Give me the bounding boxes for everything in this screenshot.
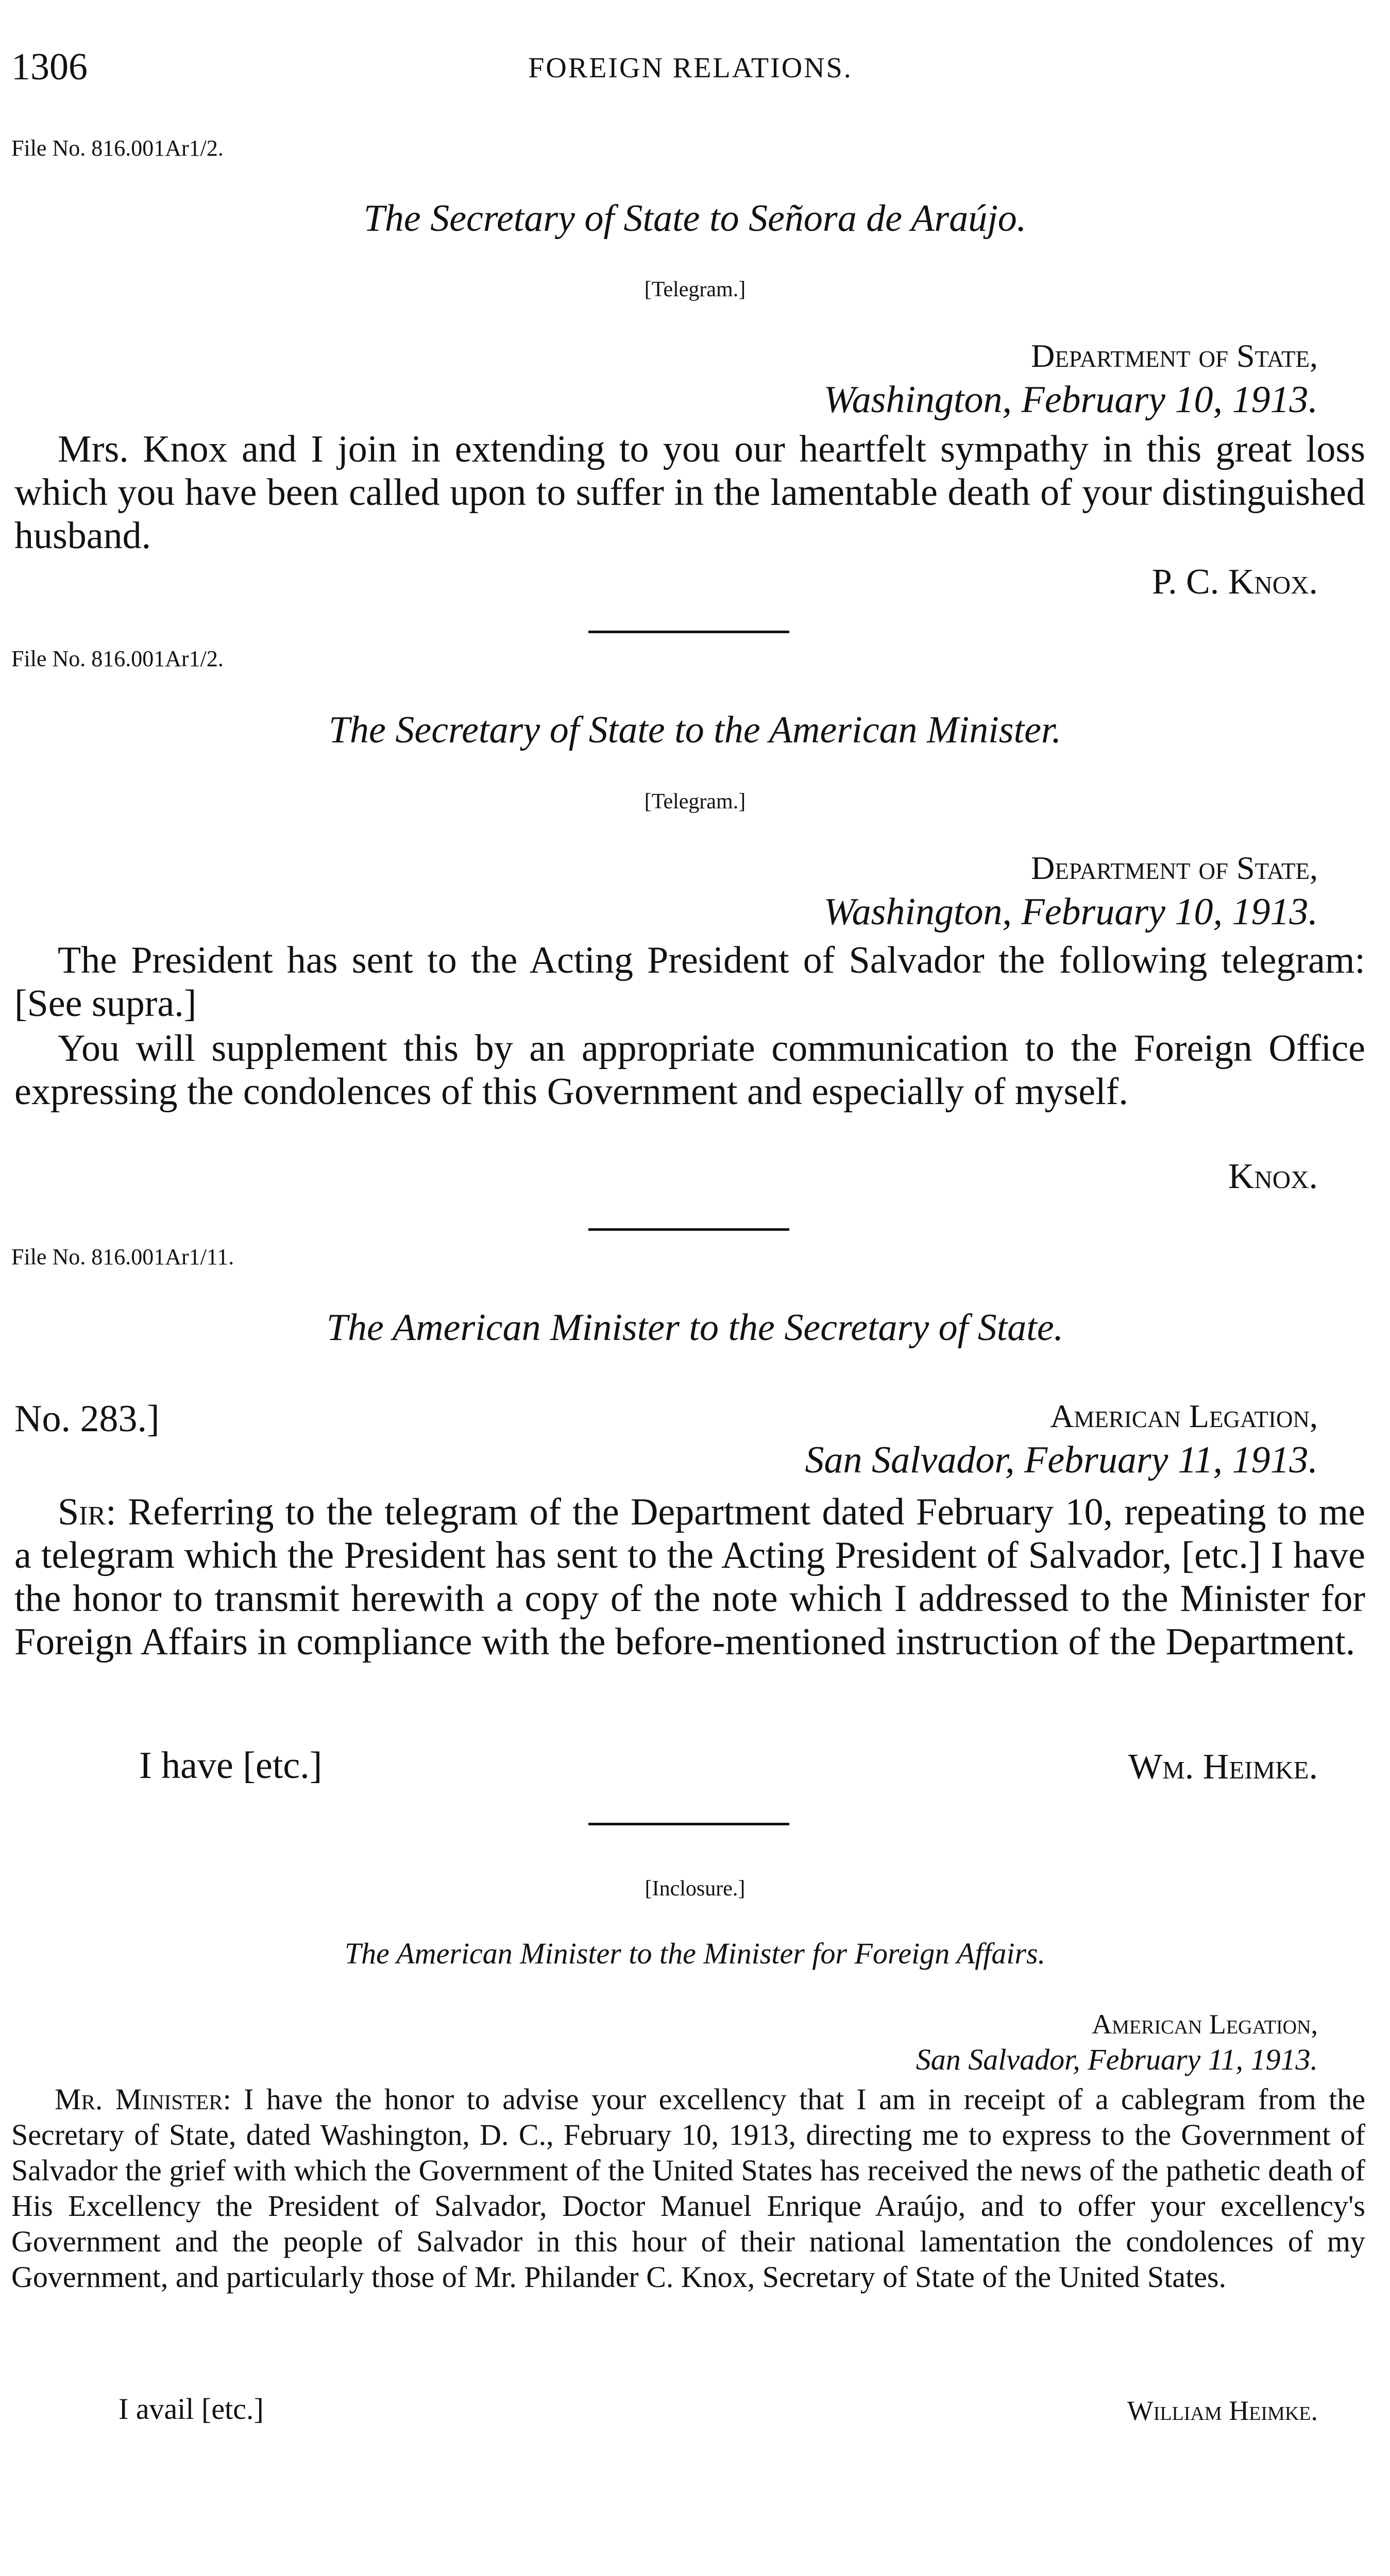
inclosure-label: [Inclosure.]	[645, 1877, 745, 1901]
inclosure-title: The American Minister to the Minister for Foreign Affairs.	[344, 1937, 1046, 1970]
signature: William Heimke.	[1127, 2395, 1318, 2426]
salutation: Mr. Minister:	[55, 2082, 231, 2116]
dateline-place-date: Washington, February 10, 1913.	[823, 891, 1318, 933]
dateline	[916, 2008, 1318, 2077]
signature: P. C. Knox.	[1151, 562, 1318, 602]
inclosure-body	[11, 2081, 1365, 2295]
closing: I have [etc.]	[139, 1744, 323, 1787]
page-header	[11, 45, 1369, 92]
dateline	[824, 849, 1318, 934]
despatch-number: No. 283.]	[14, 1398, 160, 1440]
telegram-body: Mrs. Knox and I join in extending to you our heartfelt sympathy in this great loss which you have been called upon to suffer in the lamentable death of your distinguished husband.	[14, 428, 1365, 557]
document-title: The Secretary of State to Señora de Araújo.	[363, 197, 1027, 240]
running-head: FOREIGN RELATIONS.	[528, 52, 853, 84]
section-divider	[588, 631, 789, 633]
dateline	[805, 1397, 1318, 1482]
file-number: File No. 816.001Ar1/2.	[11, 646, 224, 671]
signature: Knox.	[1228, 1157, 1318, 1196]
document-type-label: [Telegram.]	[644, 278, 746, 301]
dateline-place-date: San Salvador, February 11, 1913.	[916, 2043, 1318, 2076]
file-number: File No. 816.001Ar1/11.	[11, 1244, 234, 1269]
dateline-office: Department of State,	[1031, 850, 1318, 886]
dateline-office: American Legation,	[1092, 2009, 1318, 2040]
document-type-label: [Telegram.]	[644, 790, 746, 814]
page-number: 1306	[11, 46, 88, 88]
closing: I avail [etc.]	[118, 2392, 264, 2426]
dateline-office: American Legation,	[1050, 1398, 1318, 1434]
dateline-office: Department of State,	[1031, 337, 1318, 374]
despatch-text: Referring to the telegram of the Department dated February 10, repeating to me a telegram which the President has sent to the Acting President of Salvador, [etc.] I have the honor to transmit herewith a copy of the note which I addressed to the Minister for Foreign Affairs in compliance with the before-mentioned instruction of the Department.	[14, 1491, 1365, 1663]
section-divider	[588, 1228, 789, 1231]
signature: Wm. Heimke.	[1128, 1747, 1318, 1787]
document-title: The Secretary of State to the American Minister.	[328, 709, 1062, 751]
salutation: Sir:	[58, 1491, 116, 1533]
telegram-body: You will supplement this by an appropriate communication to the Foreign Office expressing the condolences of this Government and especially of myself.	[14, 1027, 1365, 1113]
dateline-place-date: Washington, February 10, 1913.	[823, 379, 1318, 421]
telegram-body: The President has sent to the Acting President of Salvador the following telegram: [See supra.]	[14, 939, 1365, 1025]
section-divider	[588, 1823, 789, 1825]
dateline	[824, 337, 1318, 422]
inclosure-text: I have the honor to advise your excellency that I am in receipt of a cablegram from the Secretary of State, dated Washington, D. C., February 10, 1913, directing me to express to the Government of Salvador the grief with which the Government of the United States has received the news of the pathetic death of His Excellency the President of Salvador, Doctor Manuel Enrique Araújo, and to offer your excellency's Government and the people of Salvador in this hour of their national lamentation the condolences of my Government, and particularly those of Mr. Philander C. Knox, Secretary of State of the United States.	[11, 2082, 1365, 2294]
file-number: File No. 816.001Ar1/2.	[11, 135, 224, 161]
despatch-body	[14, 1490, 1365, 1664]
document-title: The American Minister to the Secretary of State.	[326, 1307, 1064, 1349]
dateline-place-date: San Salvador, February 11, 1913.	[805, 1439, 1318, 1481]
